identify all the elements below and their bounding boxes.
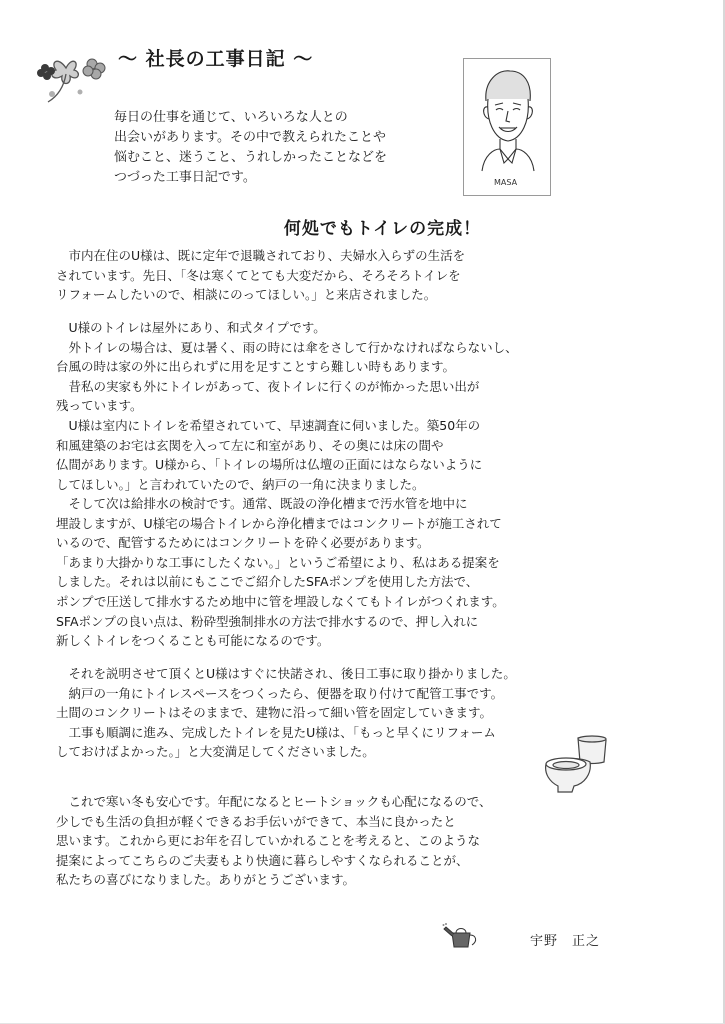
- text-line: SFAポンプの良い点は、粉砕型強制排水の方法で排水するので、押し入れに: [56, 613, 479, 629]
- text-line: 納戸の一角にトイレスペースをつくったら、便器を取り付けて配管工事です。: [56, 685, 504, 701]
- intro-text: [114, 108, 444, 188]
- text-line: これで寒い冬も安心です。年配になるとヒートショックも心配になるので、: [56, 794, 492, 809]
- text-line: 新しくトイレをつくることも可能になるのです。: [56, 633, 330, 649]
- text-line: されています。先日、「冬は寒くてとても大変だから、そろそろトイレを: [56, 267, 461, 283]
- text-line: ポンプで圧送して排水するため地中に管を埋設しなくてもトイレがつくれます。: [56, 593, 505, 609]
- page-title: ～ 社長の工事日記 ～: [118, 48, 314, 70]
- intro-line: 出会いがあります。その中で教えられたことや: [114, 130, 386, 145]
- paragraph-5: [56, 792, 656, 890]
- text-line: 「あまり大掛かりな工事にしたくない。」というご希望により、私はある提案を: [56, 554, 500, 570]
- text-line: 仏間があります。U様から、「トイレの場所は仏壇の正面にはならないように: [56, 457, 483, 473]
- intro-line: 毎日の仕事を通じて、いろいろな人との: [114, 110, 348, 125]
- watering-can-icon: [442, 923, 482, 951]
- text-line: 残っています。: [56, 398, 143, 414]
- text-line: 市内在住のU様は、既に定年で退職されており、夫婦水入らずの生活を: [56, 248, 466, 263]
- portrait-signature: MASA: [494, 178, 518, 187]
- text-line: 台風の時は家の外に出られずに用を足すことすら難しい時もあります。: [56, 359, 456, 375]
- text-line: リフォームしたいので、相談にのってほしい。」と来店されました。: [56, 287, 437, 303]
- text-line: それを説明させて頂くとU様はすぐに快諾され、後日工事に取り掛かりました。: [56, 666, 516, 681]
- text-line: 外トイレの場合は、夏は暑く、雨の時には傘をさして行かなければならないし、: [56, 339, 518, 355]
- text-line: 思います。これから更にお年を召していかれることを考えると、このような: [56, 833, 481, 849]
- text-line: いるので、配管するためにはコンクリートを砕く必要があります。: [56, 535, 430, 551]
- text-line: しておけばよかった。」と大変満足してくださいました。: [56, 744, 375, 760]
- text-line: 少しでも生活の負担が軽くできるお手伝いができて、本当に良かったと: [56, 813, 456, 829]
- text-line: 昔私の実家も外にトイレがあって、夜トイレに行くのが怖かった思い出が: [56, 378, 480, 394]
- text-line: 提案によってこちらのご夫妻もより快適に暮らしやすくなられることが、: [56, 852, 469, 868]
- text-line: 私たちの喜びになりました。ありがとうございます。: [56, 872, 356, 888]
- text-line: U様は室内にトイレを希望されていて、早速調査に伺いました。築50年の: [56, 417, 481, 433]
- text-line: U様のトイレは屋外にあり、和式タイプです。: [56, 320, 326, 335]
- four-leaf-clover-icon: [30, 38, 112, 110]
- intro-line: つづった工事日記です。: [114, 170, 256, 185]
- article-heading: 何処でもトイレの完成！: [283, 219, 482, 239]
- paragraph-3: [56, 494, 656, 651]
- intro-line: 悩むこと、迷うこと、うれしかったことなどを: [114, 150, 388, 165]
- text-line: そして次は給排水の検討です。通常、既設の浄化槽まで汚水管を地中に: [56, 496, 468, 511]
- text-line: 和風建築のお宅は玄関を入って左に和室があり、その奥には床の間や: [56, 437, 444, 453]
- toilet-icon: [540, 734, 612, 796]
- text-line: 埋設しますが、U様宅の場合トイレから浄化槽まではコンクリートが施工されて: [56, 515, 502, 531]
- paragraph-1: [56, 246, 656, 305]
- text-line: 土間のコンクリートはそのままで、建物に沿って細い管を固定していきます。: [56, 705, 493, 721]
- author-portrait: [463, 58, 551, 196]
- author-name: 宇野 正之: [530, 934, 601, 949]
- text-line: してほしい。」と言われていたので、納戸の一角に決まりました。: [56, 476, 425, 492]
- text-line: 工事も順調に進み、完成したトイレを見たU様は、「もっと早くにリフォーム: [56, 724, 496, 740]
- text-line: しました。それは以前にもここでご紹介したSFAポンプを使用した方法で、: [56, 574, 479, 590]
- paragraph-2: [56, 318, 656, 494]
